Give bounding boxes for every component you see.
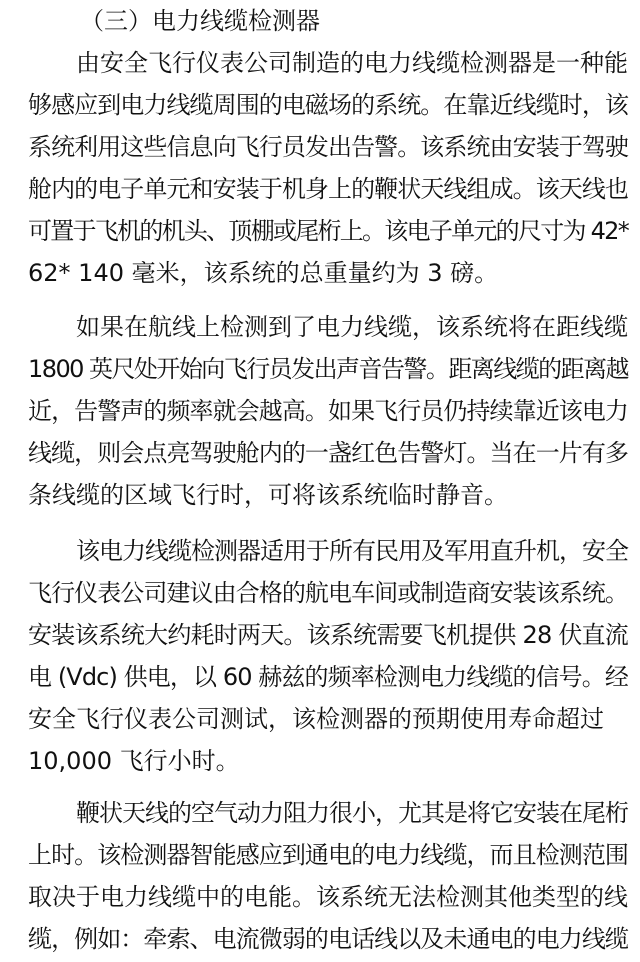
paragraph-1-line-4: 舱内的电子单元和安装于机身上的鞭状天线组成。该天线也 <box>28 175 628 203</box>
paragraph-2-line-5: 条线缆的区域飞行时，可将该系统临时静音。 <box>28 481 508 509</box>
paragraph-4-line-1: 鞭状天线的空气动力阻力很小，尤其是将它安装在尾桁 <box>76 799 628 827</box>
paragraph-3-line-2: 飞行仪表公司建议由合格的航电车间或制造商安装该系统。 <box>28 579 628 607</box>
paragraph-4-line-4: 缆，例如：牵索、电流微弱的电话线以及未通电的电力线缆 <box>28 925 628 953</box>
paragraph-3-line-5: 安全飞行仪表公司测试，该检测器的预期使用寿命超过 <box>28 705 604 733</box>
paragraph-2-line-2: 1800 英尺处开始向飞行员发出声音告警。距离线缆的距离越 <box>28 355 628 383</box>
paragraph-1-line-1: 由安全飞行仪表公司制造的电力线缆检测器是一种能 <box>76 49 628 77</box>
paragraph-4-line-3: 取决于电力线缆中的电能。该系统无法检测其他类型的线 <box>28 883 628 911</box>
paragraph-1-line-3: 系统利用这些信息向飞行员发出告警。该系统由安装于驾驶 <box>28 133 628 161</box>
paragraph-3-line-6: 10,000 飞行小时。 <box>28 747 240 775</box>
paragraph-3-line-1: 该电力线缆检测器适用于所有民用及军用直升机，安全 <box>76 537 628 565</box>
paragraph-3-line-4: 电 (Vdc) 供电，以 60 赫兹的频率检测电力线缆的信号。经 <box>28 663 628 691</box>
paragraph-4-line-2: 上时。该检测器智能感应到通电的电力线缆，而且检测范围 <box>28 841 628 869</box>
paragraph-1-line-6: 62* 140 毫米，该系统的总重量约为 3 磅。 <box>28 259 499 287</box>
paragraph-2-line-4: 线缆，则会点亮驾驶舱内的一盏红色告警灯。当在一片有多 <box>28 439 628 467</box>
paragraph-2-line-1: 如果在航线上检测到了电力线缆，该系统将在距线缆 <box>76 313 628 341</box>
paragraph-3-line-3: 安装该系统大约耗时两天。该系统需要飞机提供 28 伏直流 <box>28 621 628 649</box>
paragraph-1-line-5: 可置于飞机的机头、顶棚或尾桁上。该电子单元的尺寸为 42* <box>28 217 628 245</box>
paragraph-2-line-3: 近，告警声的频率就会越高。如果飞行员仍持续靠近该电力 <box>28 397 628 425</box>
section-heading: （三）电力线缆检测器 <box>80 7 320 35</box>
paragraph-1-line-2: 够感应到电力线缆周围的电磁场的系统。在靠近线缆时，该 <box>28 91 628 119</box>
